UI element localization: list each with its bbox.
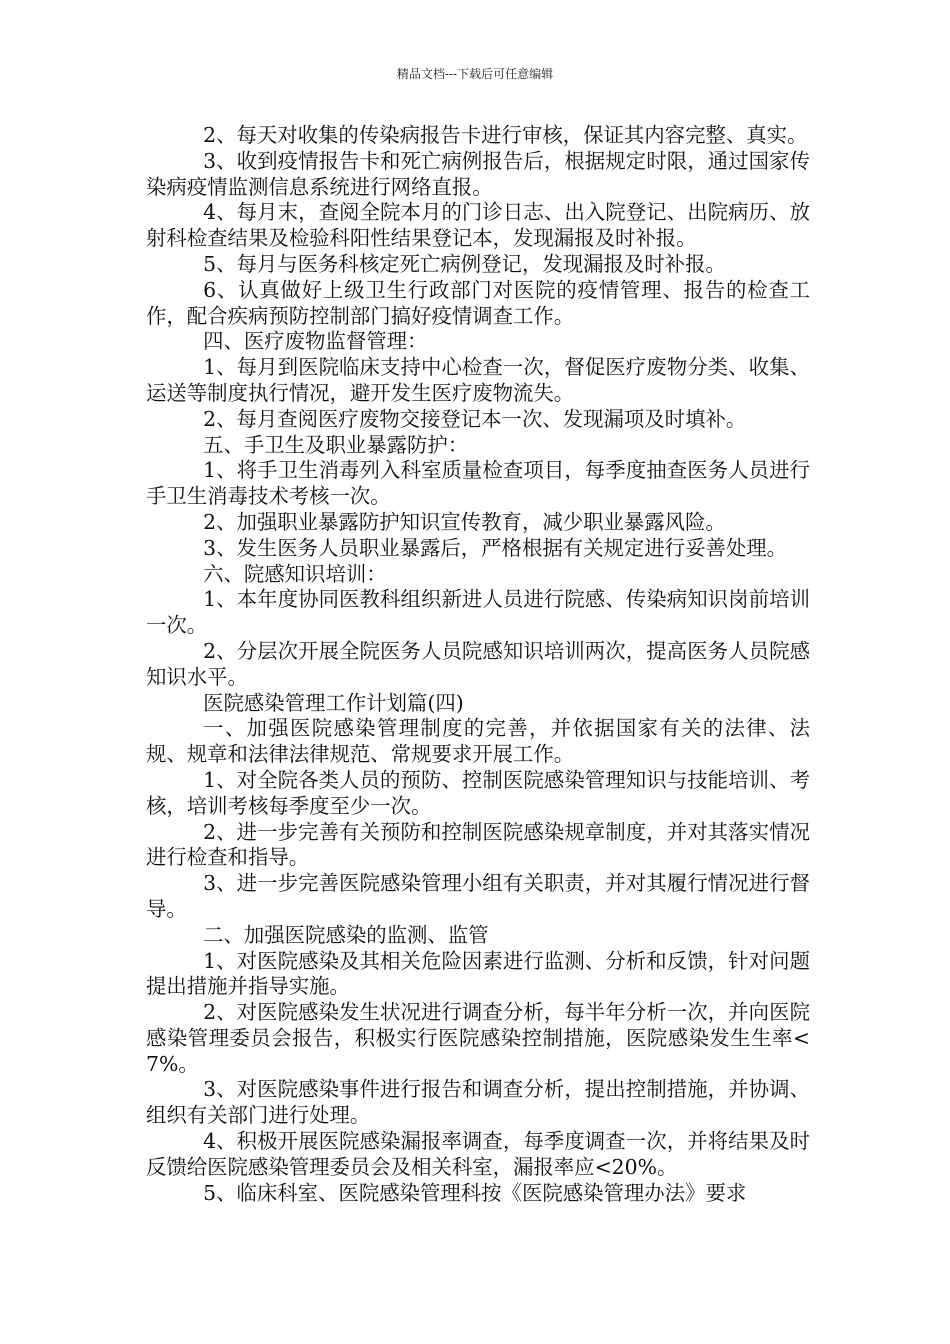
paragraph: 5、每月与医务科核定死亡病例登记，发现漏报及时补报。 (203, 251, 726, 276)
chapter-title: 医院感染管理工作计划篇(四) (203, 690, 464, 715)
paragraph: 3、进一步完善医院感染管理小组有关职责，并对其履行情况进行督导。 (146, 871, 810, 921)
section-heading: 六、院感知识培训： (203, 561, 387, 586)
paragraph: 1、将手卫生消毒列入科室质量检查项目，每季度抽查医务人员进行手卫生消毒技术考核一次。 (146, 458, 810, 509)
paragraph: 2、进一步完善有关预防和控制医院感染规章制度，并对其落实情况进行检查和指导。 (146, 819, 810, 870)
paragraph: 2、对医院感染发生状况进行调查分析，每半年分析一次，并向医院感染管理委员会报告，积极实行医院感染控制措施，医院感染发生生率<7%。 (146, 1000, 810, 1076)
paragraph: 2、加强职业暴露防护知识宣传教育，减少职业暴露风险。 (203, 509, 726, 534)
document-body (146, 123, 810, 1206)
paragraph: 4、每月末，查阅全院本月的门诊日志、出入院登记、出院病历、放射科检查结果及检验科阳性结果登记本，发现漏报及时补报。 (146, 200, 810, 251)
paragraph: 2、每月查阅医疗废物交接登记本一次、发现漏项及时填补。 (203, 406, 747, 431)
section-heading: 一、加强医院感染管理制度的完善，并依据国家有关的法律、法规、规章和法律法律规范、常规要求开展工作。 (146, 716, 810, 767)
paragraph: 1、每月到医院临床支持中心检查一次，督促医疗废物分类、收集、运送等制度执行情况，避开发生医疗废物流失。 (146, 355, 810, 405)
paragraph: 1、本年度协同医教科组织新进人员进行院感、传染病知识岗前培训一次。 (146, 587, 810, 638)
paragraph: 3、收到疫情报告卡和死亡病例报告后，根据规定时限，通过国家传染病疫情监测信息系统进行网络直报。 (146, 148, 810, 199)
paragraph: 3、对医院感染事件进行报告和调查分析，提出控制措施，并协调、组织有关部门进行处理。 (146, 1077, 810, 1128)
paragraph: 2、每天对收集的传染病报告卡进行审核，保证其内容完整、真实。 (203, 123, 808, 147)
section-heading: 四、医疗废物监督管理： (203, 329, 428, 354)
paragraph: 4、积极开展医院感染漏报率调查，每季度调查一次，并将结果及时反馈给医院感染管理委员会及相关科室，漏报率应<20%。 (146, 1129, 810, 1179)
paragraph: 3、发生医务人员职业暴露后，严格根据有关规定进行妥善处理。 (203, 535, 788, 560)
paragraph: 6、认真做好上级卫生行政部门对医院的疫情管理、报告的检查工作，配合疾病预防控制部门搞好疫情调查工作。 (146, 277, 810, 328)
paragraph: 1、对全院各类人员的预防、控制医院感染管理知识与技能培训、考核，培训考核每季度至少一次。 (146, 767, 810, 818)
page-header: 精品文档---下载后可任意编辑 (396, 67, 554, 81)
section-heading: 五、手卫生及职业暴露防护： (203, 432, 469, 457)
paragraph: 1、对医院感染及其相关危险因素进行监测、分析和反馈，针对问题提出措施并指导实施。 (146, 948, 810, 999)
paragraph: 2、分层次开展全院医务人员院感知识培训两次，提高医务人员院感知识水平。 (146, 638, 810, 689)
section-heading: 二、加强医院感染的监测、监管 (203, 922, 489, 947)
paragraph: 5、临床科室、医院感染管理科按《医院感染管理办法》要求 (203, 1180, 747, 1205)
